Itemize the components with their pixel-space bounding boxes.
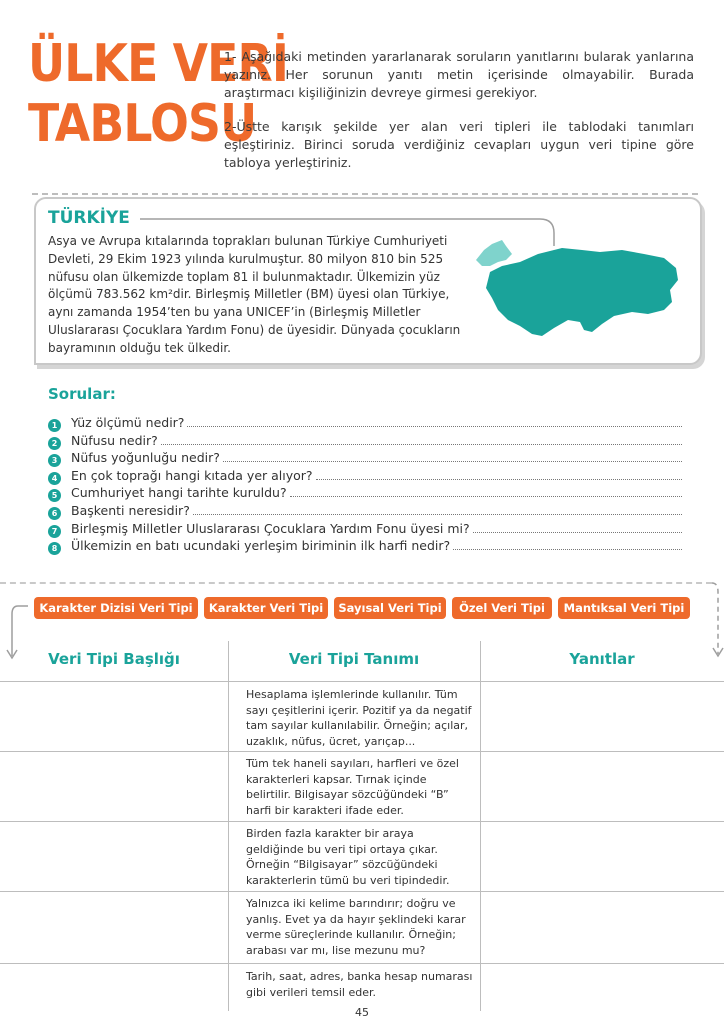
table-column-divider — [480, 641, 481, 1011]
answer-line[interactable] — [316, 469, 682, 480]
question-item — [48, 433, 682, 450]
table-row-divider — [0, 891, 724, 892]
chip-karakter-dizisi: Karakter Dizisi Veri Tipi — [34, 597, 198, 619]
page-number: 45 — [355, 1006, 369, 1019]
question-number-badge: 8 — [48, 542, 61, 555]
question-number-badge: 1 — [48, 419, 61, 432]
table-row-divider — [0, 821, 724, 822]
question-item — [48, 503, 682, 520]
question-item — [48, 415, 682, 432]
question-text: Cumhuriyet hangi tarihte kuruldu? — [71, 485, 287, 501]
questions-heading: Sorular: — [48, 385, 116, 403]
answer-line[interactable] — [193, 504, 682, 515]
question-number-badge: 5 — [48, 489, 61, 502]
definition-row-1: Hesaplama işlemlerinde kullanılır. Tüm sayı çeşitlerini içerir. Pozitif ya da negatif tam sayılar kullanılabilir. Örneğin; açılar, uzaklık, nüfus, ücret, yarıçap... — [246, 688, 472, 748]
title-line-2: TABLOSU — [28, 94, 257, 154]
answer-line[interactable] — [161, 434, 682, 445]
table-header-answers: Yanıtlar — [569, 650, 635, 668]
question-item — [48, 485, 682, 502]
chip-mantiksal: Mantıksal Veri Tipi — [558, 597, 690, 619]
table-row-divider — [0, 681, 724, 682]
section-divider-top — [32, 193, 698, 195]
table-header-title: Veri Tipi Başlığı — [48, 650, 180, 668]
instruction-1: 1- Aşağıdaki metinden yararlanarak soruların yanıtlarını bularak yanlarına yazınız. Her sorunun yanıtı metin içerisinde olmayabilir. Burada araştırmacı kişiliğinizin devreye girmesi gerekiyor. — [224, 49, 694, 100]
question-text: Yüz ölçümü nedir? — [71, 415, 185, 430]
question-text: Ülkemizin en batı ucundaki yerleşim biriminin ilk harfi nedir? — [71, 538, 451, 554]
question-text: En çok toprağı hangi kıtada yer alıyor? — [71, 467, 313, 483]
chip-sayisal: Sayısal Veri Tipi — [334, 597, 446, 619]
definition-row-3: Birden fazla karakter bir araya geldiğinde bu veri tipi ortaya çıkar. Örneğin “Bilgisayar” sözcüğündeki karakterlerin tümü bu veri tipindedir. — [246, 827, 450, 887]
table-header-definition: Veri Tipi Tanımı — [288, 650, 420, 668]
page-title — [28, 34, 288, 154]
definition-row-5: Tarih, saat, adres, banka hesap numarası gibi verileri temsil eder. — [246, 970, 473, 999]
question-item — [48, 468, 682, 485]
definition-row-4: Yalnızca iki kelime barındırır; doğru ve yanlış. Evet ya da hayır şeklindeki karar verme süreçlerinde kullanılır. Örneğin; arabası var mı, lise mezunu mu? — [246, 897, 466, 957]
question-text: Nüfusu nedir? — [71, 432, 158, 448]
title-line-1: ÜLKE VERİ — [28, 34, 288, 94]
question-item — [48, 521, 682, 538]
table-row-divider — [0, 751, 724, 752]
answer-line[interactable] — [473, 522, 682, 533]
answer-line[interactable] — [290, 486, 682, 497]
answer-line[interactable] — [223, 451, 682, 462]
answer-line[interactable] — [187, 416, 682, 427]
question-item — [48, 538, 682, 555]
turkey-map-icon — [472, 232, 684, 344]
question-number-badge: 3 — [48, 454, 61, 467]
question-text: Başkenti neresidir? — [71, 503, 190, 518]
instruction-2: 2-Üstte karışık şekilde yer alan veri tipleri ile tablodaki tanımları eşleştiriniz. Birinci soruda verdiğiniz cevapları uygun veri tipine göre tabloya yerleştiriniz. — [224, 119, 694, 170]
table-row-divider — [0, 963, 724, 964]
table-column-divider — [228, 641, 229, 1011]
question-number-badge: 2 — [48, 437, 61, 450]
turkey-heading: TÜRKİYE — [48, 208, 130, 228]
definition-row-2: Tüm tek haneli sayıları, harfleri ve özel karakterleri kapsar. Tırnak içinde belirtilir. Bilgisayar sözcüğündeki “B” harfi bir karakteri ifade eder. — [246, 757, 459, 817]
question-number-badge: 6 — [48, 507, 61, 520]
question-number-badge: 4 — [48, 472, 61, 485]
answer-line[interactable] — [453, 539, 682, 550]
chip-karakter: Karakter Veri Tipi — [204, 597, 328, 619]
turkey-description: Asya ve Avrupa kıtalarında toprakları bulunan Türkiye Cumhuriyeti Devleti, 29 Ekim 1923 yılında kurulmuştur. 80 milyon 810 bin 525 nüfusu olan ülkemizde toplam 81 il bulunmaktadır. Ülkemizin yüz ölçümü 783.562 km²dir. Birleşmiş Milletler (BM) üyesi olan Türkiye, aynı zamanda 1954’ten bu yana UNICEF’in (Birleşmiş Milletler Uluslararası Çocuklara Yardım Fonu) de üyesidir. Dünyada çocukların bayramının olduğu tek ülkedir. — [48, 234, 461, 355]
chip-ozel: Özel Veri Tipi — [452, 597, 552, 619]
question-number-badge: 7 — [48, 525, 61, 538]
question-text: Nüfus yoğunluğu nedir? — [71, 450, 220, 466]
question-text: Birleşmiş Milletler Uluslararası Çocuklara Yardım Fonu üyesi mi? — [71, 520, 470, 536]
question-item — [48, 450, 682, 467]
